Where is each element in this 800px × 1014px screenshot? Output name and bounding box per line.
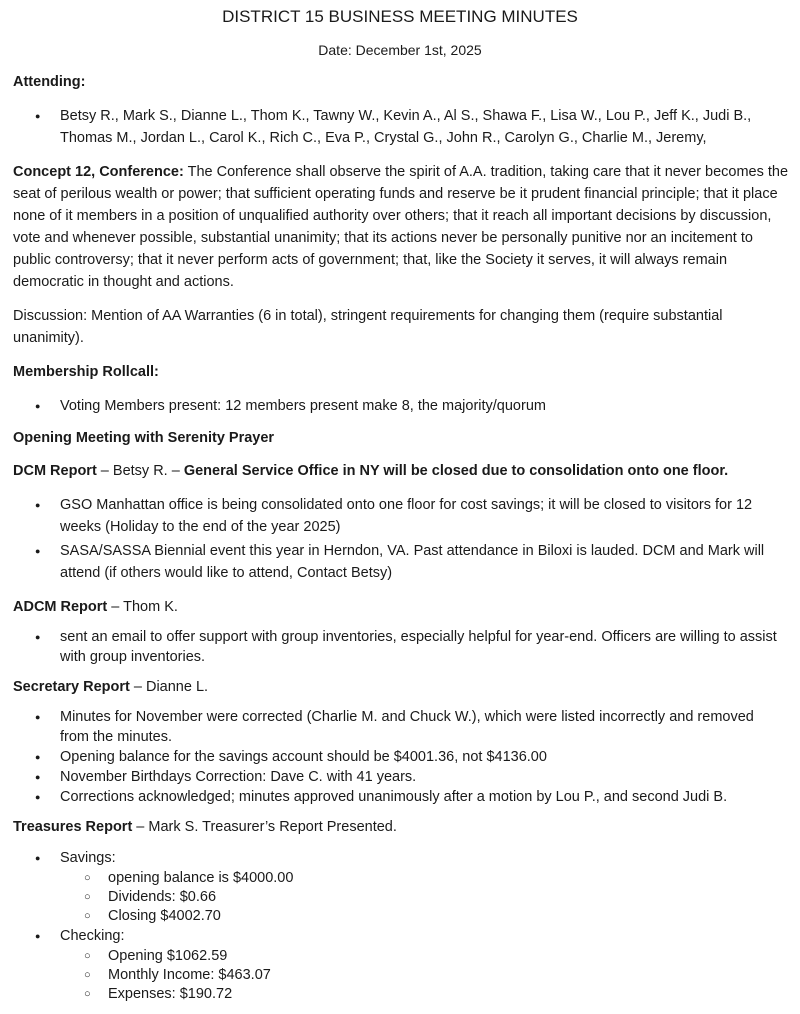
- secretary-item: ● Corrections acknowledged; minutes approved unanimously after a motion by Lou P., and second Judi B.: [60, 788, 785, 808]
- treasurer-report-line: [13, 816, 791, 838]
- attending-list: ● Betsy R., Mark S., Dianne L., Thom K., Tawny W., Kevin A., Al S., Shawa F., Lisa W., Lou P., Jeff K., Judi B., Thomas M., Jordan L., Carol K., Rich C., Eva P., Crystal G., John R., Carolyn G., Charlie M., Jeremy,: [60, 105, 785, 149]
- dcm-item: ● GSO Manhattan office is being consolidated onto one floor for cost savings; it will be closed to visitors for 12 weeks (Holiday to the end of the year 2025): [60, 494, 785, 538]
- savings-item: ● Savings:: [60, 849, 785, 869]
- meeting-date: Date: December 1st, 2025: [318, 42, 482, 58]
- secretary-heading: Secretary Report: [13, 679, 130, 695]
- rollcall-heading: Membership Rollcall:: [13, 364, 159, 380]
- dcm-report-line: [13, 460, 791, 482]
- dcm-heading: DCM Report: [13, 463, 97, 479]
- adcm-heading: ADCM Report: [13, 599, 108, 615]
- savings-subitem: ○ opening balance is $4000.00: [108, 869, 768, 889]
- concept-text: The Conference shall observe the spirit of A.A. tradition, taking care that it never becomes the seat of perilous wealth or power; that sufficient operating funds and reserve be it prudent financial principle; that it place none of it members in a position of unqualified authority over others; that it reach all important decisions by discussion, vote and whenever possible, substantial unanimity; that its actions never be personally punitive nor an incitement to public controversy; that it never perform acts of government; that, like the Society it serves, it will always remain democratic in thought and actions.: [13, 164, 789, 290]
- concept-heading: Concept 12, Conference:: [13, 164, 184, 180]
- secretary-item: ● Opening balance for the savings account should be $4001.36, not $4136.00: [60, 748, 785, 768]
- treasurer-heading: Treasures Report: [13, 819, 133, 835]
- rollcall-item: ● Voting Members present: 12 members present make 8, the majority/quorum: [60, 395, 785, 417]
- checking-subitem: ○ Monthly Income: $463.07: [108, 966, 768, 986]
- concept-paragraph: [13, 161, 791, 293]
- discussion-paragraph: Discussion: Mention of AA Warranties (6 in total), stringent requirements for changing them (require substantial unanimity).: [13, 308, 723, 346]
- adcm-item: ● sent an email to offer support with group inventories, especially helpful for year-end. Officers are willing to assist with group inventories.: [60, 628, 785, 667]
- checking-item: ● Checking:: [60, 927, 785, 947]
- adcm-presenter: – Thom K.: [107, 599, 178, 615]
- attending-heading: Attending:: [13, 74, 86, 90]
- secretary-item: ● Minutes for November were corrected (Charlie M. and Chuck W.), which were listed incorrectly and removed from the minutes.: [60, 708, 785, 747]
- checking-subitem: ○ Expenses: $190.72: [108, 985, 768, 1005]
- document-title: DISTRICT 15 BUSINESS MEETING MINUTES: [222, 7, 578, 26]
- secretary-item: ● November Birthdays Correction: Dave C. with 41 years.: [60, 768, 785, 788]
- opening-prayer: Opening Meeting with Serenity Prayer: [13, 430, 275, 446]
- treasurer-presenter: – Mark S. Treasurer’s Report Presented.: [132, 819, 397, 835]
- savings-subitem: ○ Closing $4002.70: [108, 907, 768, 927]
- dcm-headline: General Service Office in NY will be closed due to consolidation onto one floor.: [183, 463, 729, 479]
- adcm-report-line: [13, 596, 791, 618]
- secretary-report-line: [13, 676, 791, 698]
- checking-subitem: ○ Opening $1062.59: [108, 947, 768, 967]
- savings-subitem: ○ Dividends: $0.66: [108, 888, 768, 908]
- secretary-presenter: – Dianne L.: [129, 679, 209, 695]
- dcm-presenter: – Betsy R. –: [96, 463, 184, 479]
- dcm-item: ● SASA/SASSA Biennial event this year in Herndon, VA. Past attendance in Biloxi is lauded. DCM and Mark will attend (if others would like to attend, Contact Betsy): [60, 540, 785, 584]
